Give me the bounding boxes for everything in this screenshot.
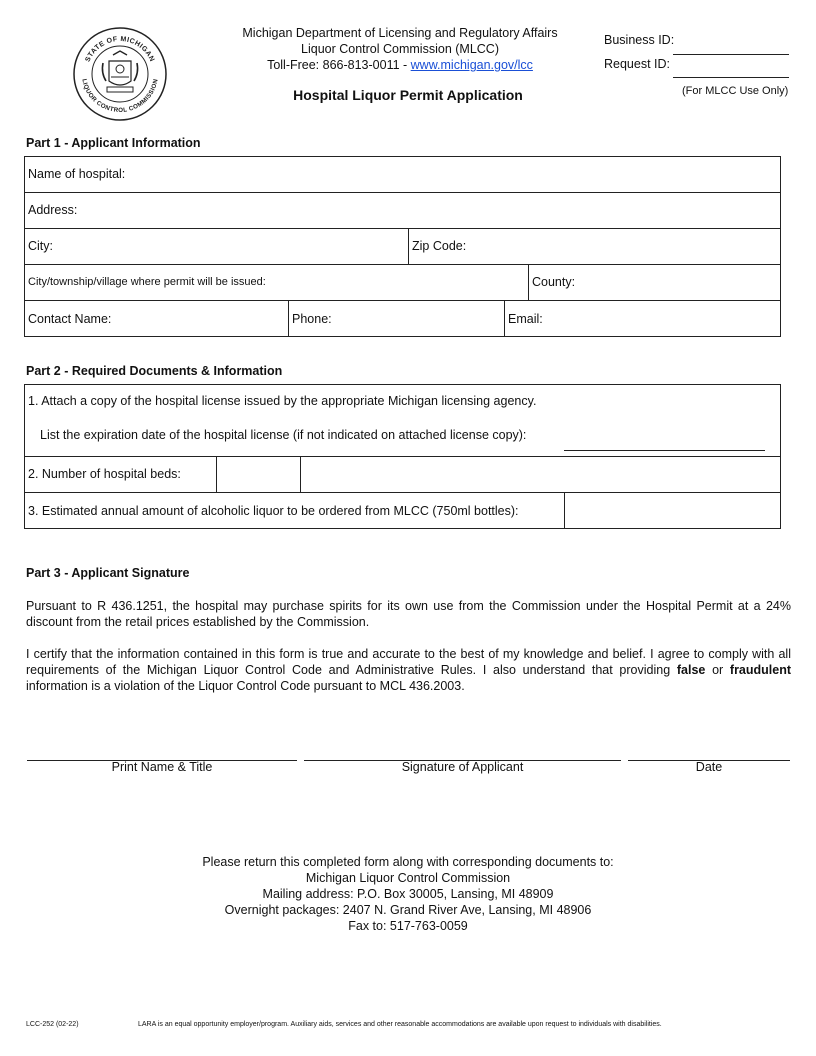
permit-locality-field[interactable] [24,264,528,300]
request-id-label: Request ID: [604,57,671,71]
item1-text: 1. Attach a copy of the hospital license issued by the appropriate Michigan licensing agency. [28,394,537,408]
discount-paragraph: Pursuant to R 436.1251, the hospital may purchase spirits for its own use from the Commission under the Hospital Permit at a 24% discount from the retail prices established by the Commission. [26,599,791,629]
city-label: City: [28,239,53,253]
eeo-statement: LARA is an equal opportunity employer/program. Auxiliary aids, services and other reasonable accommodations are available upon request to individuals with disabilities. [138,1021,662,1028]
return-line1: Please return this completed form along with corresponding documents to: [202,855,614,869]
zip-code-label: Zip Code: [412,239,467,253]
contact-name-field[interactable] [24,300,288,337]
return-line2: Michigan Liquor Control Commission [305,871,511,885]
date-label: Date [695,760,723,774]
cert-text-a: I certify that the information contained in this form is true and accurate to the best of my knowledge and belief. I agree to comply with all requirements of the Michigan Liquor Control Code and Administrative Rules. I also understand that providing [26,647,791,677]
hospital-name-label: Name of hospital: [28,167,126,181]
website-link[interactable]: www.michigan.gov/lcc [410,58,533,72]
address-label: Address: [28,203,78,217]
item1-sub-text: List the expiration date of the hospital license (if not indicated on attached license copy): [40,428,527,442]
form-title: Hospital Liquor Permit Application [293,87,523,103]
license-expiration-field[interactable] [564,450,765,451]
county-field[interactable] [528,264,781,300]
city-field[interactable] [24,228,408,264]
cert-or: or [705,663,730,677]
phone-field[interactable] [288,300,504,337]
email-label: Email: [508,311,543,326]
signature-label: Signature of Applicant [401,760,524,774]
hospital-name-field[interactable] [24,156,781,192]
print-name-label: Print Name & Title [111,760,213,774]
county-label: County: [532,275,576,289]
return-line3: Mailing address: P.O. Box 30005, Lansing, MI 48909 [262,887,554,901]
request-id-field[interactable] [673,77,789,78]
hospital-beds-label: 2. Number of hospital beds: [28,467,181,481]
permit-locality-label: City/township/village where permit will be issued: [28,276,266,288]
estimated-liquor-label: 3. Estimated annual amount of alcoholic liquor to be ordered from MLCC (750ml bottles): [28,503,519,518]
cert-fraudulent: fraudulent [729,663,792,677]
return-line4: Overnight packages: 2407 N. Grand River Ave, Lansing, MI 48906 [224,903,592,917]
hospital-beds-field[interactable] [216,456,300,492]
address-field[interactable] [24,192,781,228]
estimated-liquor-field[interactable] [564,492,781,529]
part3-title: Part 3 - Applicant Signature [26,566,190,580]
business-id-label: Business ID: [604,33,675,47]
part2-title: Part 2 - Required Documents & Information [26,364,283,378]
cert-text-b: information is a violation of the Liquor Control Code pursuant to MCL 436.2003. [26,679,465,693]
mlcc-use-note: (For MLCC Use Only) [682,85,789,97]
certification-paragraph [26,646,791,694]
header-commission: Liquor Control Commission (MLCC) [301,42,499,56]
svg-text:LIQUOR CONTROL COMMISSION: LIQUOR CONTROL COMMISSION [80,78,160,115]
form-code: LCC-252 (02-22) [26,1021,79,1028]
phone-label: Phone: [292,311,332,326]
michigan-lcc-seal [73,27,167,121]
business-id-field[interactable] [673,54,789,55]
return-line5: Fax to: 517-763-0059 [348,919,468,933]
part1-title: Part 1 - Applicant Information [26,136,201,150]
header-department: Michigan Department of Licensing and Regulatory Affairs [242,26,558,40]
zip-code-field[interactable] [408,228,781,264]
contact-name-label: Contact Name: [28,311,112,326]
cert-false: false [676,663,706,677]
email-field[interactable] [504,300,781,337]
header-contact [200,57,600,73]
svg-text:STATE OF MICHIGAN: STATE OF MICHIGAN [84,35,156,64]
tollfree-text: Toll-Free: 866-813-0011 - [267,58,411,72]
